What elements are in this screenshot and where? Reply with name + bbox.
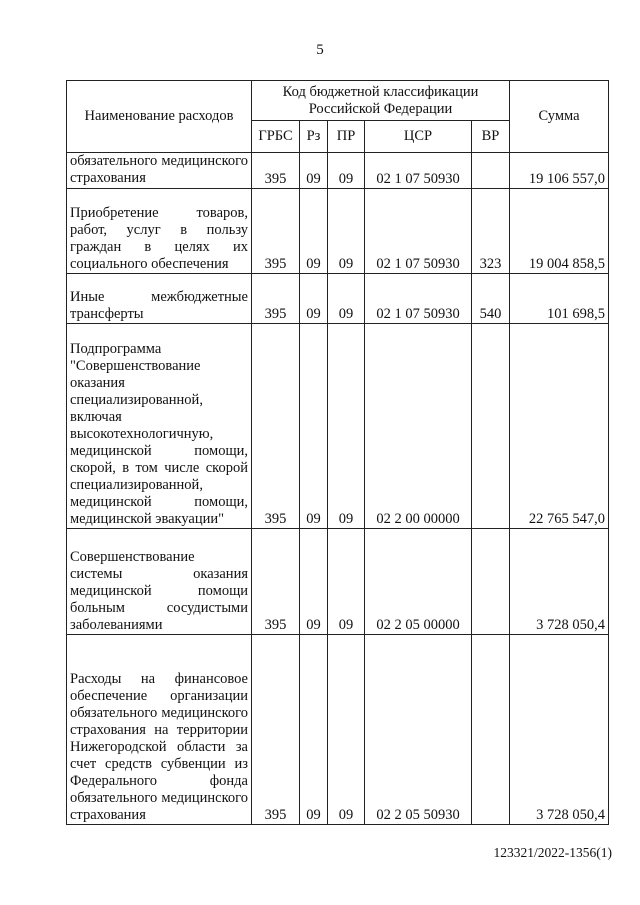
row-grbs: 395 [252, 274, 300, 324]
row-sum: 19 004 858,5 [510, 189, 609, 274]
row-name: Расходы на финансовое обеспечение организации обязательного медицинского страхования на территории Нижегородской области за счет средств субвенции из Федерального фонда обязательного медицинского страхования [67, 635, 252, 825]
page-number: 5 [316, 42, 324, 58]
row-sum: 19 106 557,0 [510, 153, 609, 189]
header-grbs: ГРБС [252, 121, 300, 153]
row-rz: 09 [300, 274, 328, 324]
row-csr: 02 2 00 00000 [365, 324, 472, 529]
row-vr [472, 635, 510, 825]
budget-table [66, 80, 609, 825]
table-row [67, 635, 609, 825]
table-row [67, 529, 609, 635]
row-grbs: 395 [252, 529, 300, 635]
row-vr [472, 324, 510, 529]
row-rz: 09 [300, 324, 328, 529]
row-grbs: 395 [252, 153, 300, 189]
row-grbs: 395 [252, 635, 300, 825]
row-csr: 02 2 05 00000 [365, 529, 472, 635]
row-sum: 22 765 547,0 [510, 324, 609, 529]
row-rz: 09 [300, 529, 328, 635]
row-grbs: 395 [252, 324, 300, 529]
row-csr: 02 1 07 50930 [365, 153, 472, 189]
row-name: обязательного медицинского страхования [67, 153, 252, 189]
header-row-1 [67, 81, 609, 121]
row-pr: 09 [328, 324, 365, 529]
row-vr: 540 [472, 274, 510, 324]
row-name: Совершенствование системы оказания медицинской помощи больным сосудистыми заболеваниями [67, 529, 252, 635]
table-row [67, 153, 609, 189]
row-pr: 09 [328, 153, 365, 189]
row-name: Подпрограмма "Совершенствование оказания специализированной, включая высокотехнологичную, медицинской помощи, скорой, в том числе скорой специализированной, медицинской помощи, медицинской эвакуации" [67, 324, 252, 529]
row-sum: 3 728 050,4 [510, 529, 609, 635]
row-name: Приобретение товаров, работ, услуг в пользу граждан в целях их социального обеспечения [67, 189, 252, 274]
row-rz: 09 [300, 635, 328, 825]
row-csr: 02 1 07 50930 [365, 189, 472, 274]
table-row [67, 274, 609, 324]
row-csr: 02 1 07 50930 [365, 274, 472, 324]
row-name: Иные межбюджетные трансферты [67, 274, 252, 324]
row-rz: 09 [300, 189, 328, 274]
table-row [67, 189, 609, 274]
row-csr: 02 2 05 50930 [365, 635, 472, 825]
table-row [67, 324, 609, 529]
row-grbs: 395 [252, 189, 300, 274]
header-sum: Сумма [510, 81, 609, 153]
header-csr: ЦСР [365, 121, 472, 153]
header-vr: ВР [472, 121, 510, 153]
row-pr: 09 [328, 529, 365, 635]
header-code-group: Код бюджетной классификации Российской Федерации [252, 81, 510, 121]
row-vr [472, 153, 510, 189]
document-code: 123321/2022-1356(1) [493, 845, 612, 860]
row-sum: 101 698,5 [510, 274, 609, 324]
row-pr: 09 [328, 635, 365, 825]
row-sum: 3 728 050,4 [510, 635, 609, 825]
header-rz: Рз [300, 121, 328, 153]
row-vr: 323 [472, 189, 510, 274]
row-pr: 09 [328, 274, 365, 324]
row-rz: 09 [300, 153, 328, 189]
header-name: Наименование расходов [67, 81, 252, 153]
row-pr: 09 [328, 189, 365, 274]
row-vr [472, 529, 510, 635]
header-pr: ПР [328, 121, 365, 153]
